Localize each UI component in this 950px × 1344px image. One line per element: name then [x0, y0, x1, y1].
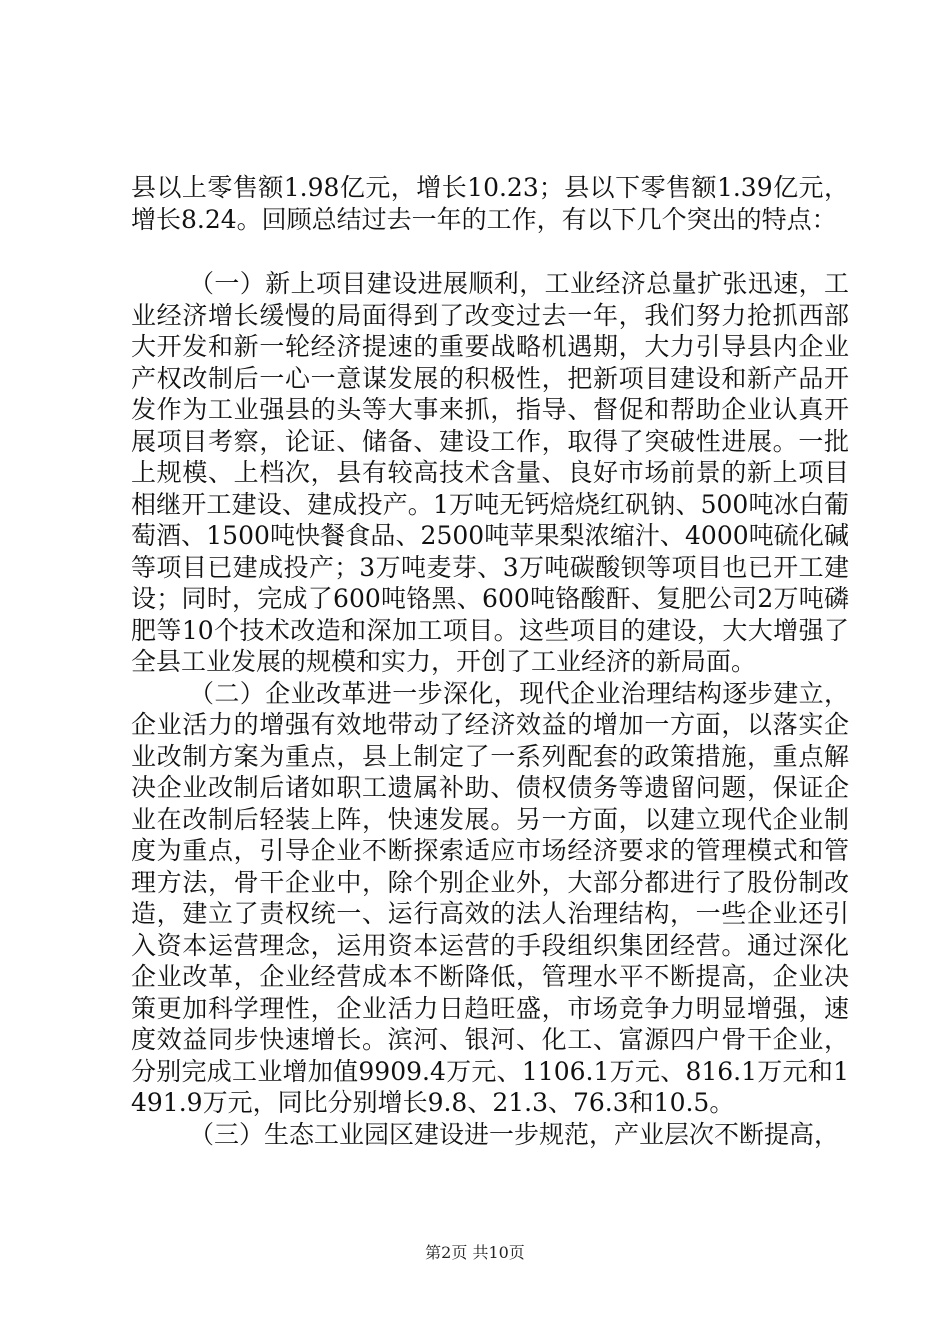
paragraph-section-two: （二）企业改革进一步深化，现代企业治理结构逐步建立，企业活力的增强有效地带动了经济效益的增加一方面，以落实企业改制方案为重点，县上制定了一系列配套的政策措施，重点解决企业改制后诸如职工遗属补助、债权债务等遗留问题，保证企业在改制后轻装上阵，快速发展。另一方面，以建立现代企业制度为重点，引导企业不断探索适应市场经济要求的管理模式和管理方法，骨干企业中，除个别企业外，大部分都进行了股份制改造，建立了责权统一、运行高效的法人治理结构，一些企业还引入资本运营理念，运用资本运营的手段组织集团经营。通过深化企业改革，企业经营成本不断降低，管理水平不断提高，企业决策更加科学理性，企业活力日趋旺盛，市场竞争力明显增强，速度效益同步快速增长。滨河、银河、化工、富源四户骨干企业，分别完成工业增加值9909.4万元、1106.1万元、816.1万元和1491.9万元，同比分别增长9.8、21.3、76.3和10.5。 — [131, 678, 849, 1117]
paragraph-section-one: （一）新上项目建设进展顺利，工业经济总量扩张迅速，工业经济增长缓慢的局面得到了改变过去一年，我们努力抢抓西部大开发和新一轮经济提速的重要战略机遇期，大力引导县内企业产权改制后一心一意谋发展的积极性，把新项目建设和新产品开发作为工业强县的头等大事来抓，指导、督促和帮助企业认真开展项目考察，论证、储备、建设工作，取得了突破性进展。一批上规模、上档次，县有较高技术含量、良好市场前景的新上项目相继开工建设、建成投产。1万吨无钙焙烧红矾钠、500吨冰白葡萄酒、1500吨快餐食品、2500吨苹果梨浓缩汁、4000吨硫化碱等项目已建成投产；3万吨麦芽、3万吨碳酸钡等项目也已开工建设；同时，完成了600吨铬黑、600吨铬酸酐、复肥公司2万吨磷肥等10个技术改造和深加工项目。这些项目的建设，大大增强了全县工业发展的规模和实力，开创了工业经济的新局面。 — [131, 269, 849, 676]
page-footer: 第2页 共10页 — [425, 1243, 525, 1262]
document-body — [131, 172, 849, 1150]
paragraph-section-three: （三）生态工业园区建设进一步规范，产业层次不断提高， — [189, 1119, 840, 1149]
paragraph-gap — [131, 235, 849, 268]
paragraph-retail-summary: 县以上零售额1.98亿元，增长10.23；县以下零售额1.39亿元，增长8.24。回顾总结过去一年的工作，有以下几个突出的特点： — [131, 173, 849, 234]
